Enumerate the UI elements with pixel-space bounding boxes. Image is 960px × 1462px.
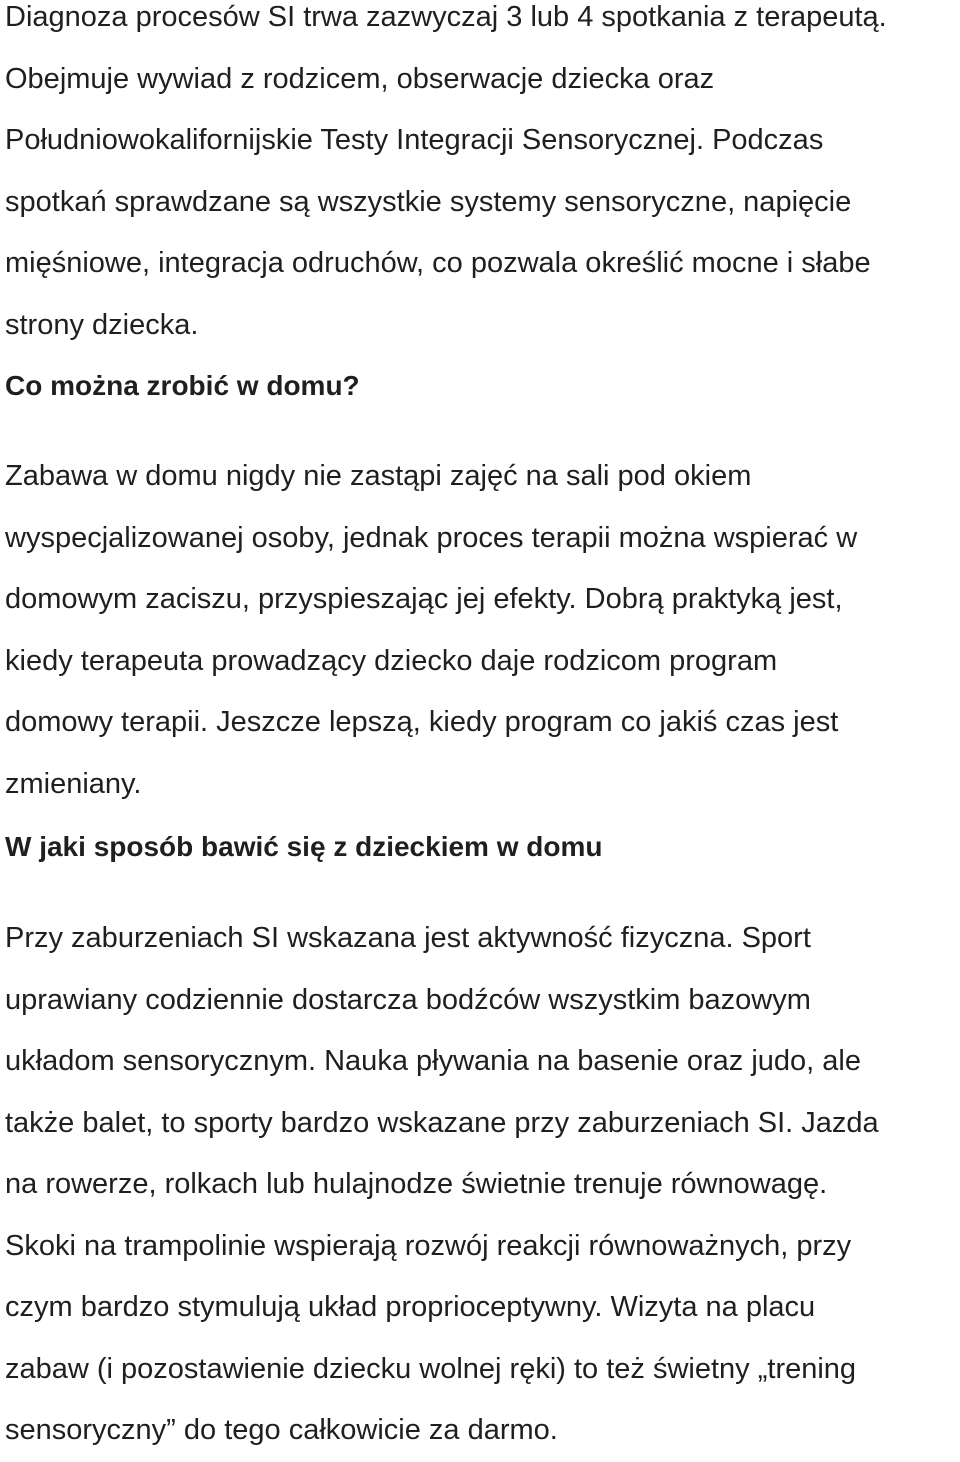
text-line: Obejmuje wywiad z rodzicem, obserwacje dziecka oraz [5,62,715,95]
text-line: sensoryczny” do tego całkowicie za darmo. [5,1414,558,1446]
text-line: Skoki na trampolinie wspierają rozwój reakcji równoważnych, przy [5,1229,852,1262]
text-line: zabaw (i pozostawienie dziecku wolnej ręki) to też świetny „trening [5,1352,857,1385]
text-line: układom sensorycznym. Nauka pływania na basenie oraz judo, ale [5,1045,861,1077]
text-line: uprawiany codziennie dostarcza bodźców wszystkim bazowym [5,983,811,1016]
text-line: strony dziecka. [5,308,199,341]
paragraph-diagnosis [5,0,887,356]
text-line: Południowokalifornijskie Testy Integracji Sensorycznej. Podczas [5,124,824,156]
paragraph-physical-activity [5,908,879,1462]
text-line: czym bardzo stymulują układ proprioceptywny. Wizyta na placu [5,1291,816,1323]
text-line: Przy zaburzeniach SI wskazana jest aktywność fizyczna. Sport [5,922,811,954]
text-line: spotkań sprawdzane są wszystkie systemy sensoryczne, napięcie [5,185,852,218]
text-line: domowym zaciszu, przyspieszając jej efekty. Dobrą praktyką jest, [5,583,843,615]
section-heading-play: W jaki sposób bawić się z dzieckiem w domu [5,831,603,862]
section-heading-home: Co można zrobić w domu? [5,370,360,401]
text-line: kiedy terapeuta prowadzący dziecko daje rodzicom program [5,644,778,677]
paragraph-home-therapy [5,446,857,815]
text-line: zmieniany. [5,767,142,800]
text-line: także balet, to sporty bardzo wskazane przy zaburzeniach SI. Jazda [5,1106,879,1139]
text-line: wyspecjalizowanej osoby, jednak proces terapii można wspierać w [5,521,858,554]
text-line: na rowerze, rolkach lub hulajnodze świetnie trenuje równowagę. [5,1168,828,1200]
text-line: domowy terapii. Jeszcze lepszą, kiedy program co jakiś czas jest [5,706,839,738]
text-line: Diagnoza procesów SI trwa zazwyczaj 3 lub 4 spotkania z terapeutą. [5,1,887,33]
text-line: Zabawa w domu nigdy nie zastąpi zajęć na sali pod okiem [5,460,752,492]
text-line: mięśniowe, integracja odruchów, co pozwala określić mocne i słabe [5,247,871,279]
